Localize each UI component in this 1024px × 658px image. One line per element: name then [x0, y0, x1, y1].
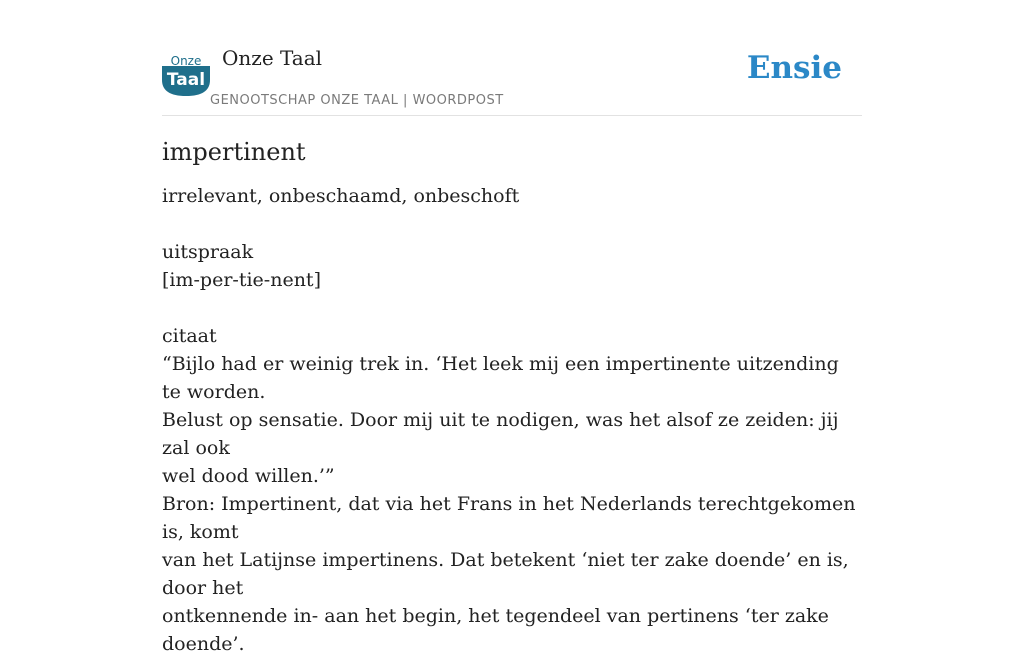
onze-taal-logo[interactable] — [162, 54, 210, 96]
quote-label: citaat — [162, 325, 217, 347]
source-line: ontkennende in- aan het begin, het tegendeel van pertinens ‘ter zake doende’. — [162, 605, 829, 655]
logo-text-bottom: Taal — [166, 70, 206, 90]
definition: irrelevant, onbeschaamd, onbeschoft — [162, 185, 520, 207]
author-name[interactable]: Onze Taal — [222, 46, 323, 70]
logo-text-top: Onze — [170, 54, 202, 68]
ensie-logo[interactable]: Ensie — [746, 50, 842, 86]
quote-line: Belust op sensatie. Door mij uit te nodigen, was het alsof ze zeiden: jij zal ook — [162, 409, 839, 459]
pronunciation: [im-per-tie-nent] — [162, 269, 321, 291]
quote-line: “Bijlo had er weinig trek in. ‘Het leek mij een impertinente uitzending te worden. — [162, 353, 839, 403]
pronunciation-label: uitspraak — [162, 241, 254, 263]
entry-header — [162, 40, 862, 116]
publisher-label: GENOOTSCHAP ONZE TAAL | WOORDPOST — [210, 93, 504, 108]
entry-body — [162, 182, 862, 658]
source-line: van het Latijnse impertinens. Dat betekent ‘niet ter zake doende’ en is, door het — [162, 549, 849, 599]
entry-title: impertinent — [162, 138, 306, 166]
quote-line: wel dood willen.’” — [162, 465, 335, 487]
entry-card — [162, 40, 862, 658]
source-line: Bron: Impertinent, dat via het Frans in het Nederlands terechtgekomen is, komt — [162, 493, 856, 543]
